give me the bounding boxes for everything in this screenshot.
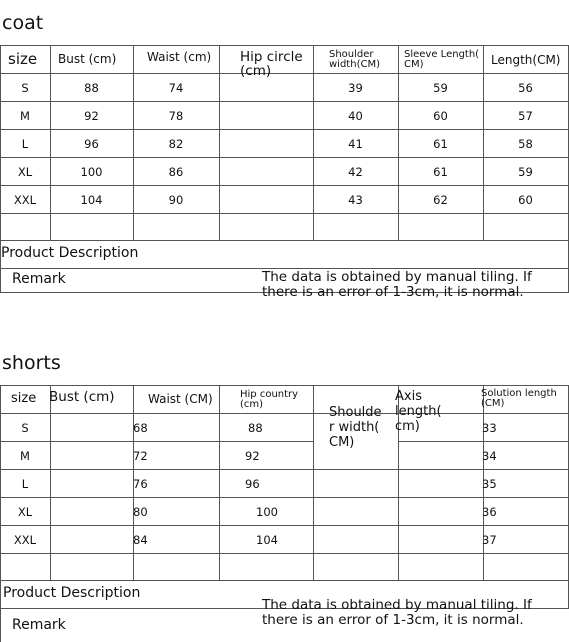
bust-cell: 88 [84,81,99,95]
shorts-header-hip: Hip country (cm) [240,389,299,410]
coat-remark-note: The data is obtained by manual tiling. If there is an error of 1-3cm, it is normal. [262,269,532,300]
coat-product-description: Product Description [1,245,139,261]
coat-header-sleeve: Sleeve Length( CM) [404,49,480,70]
solution-cell: 33 [482,421,497,435]
length-cell: 56 [518,81,533,95]
hip-cell: 88 [248,421,263,435]
length-cell: 58 [518,137,533,151]
length-cell: 57 [518,109,533,123]
waist-cell: 74 [168,81,184,95]
shoulder-cell: 42 [348,165,363,179]
shoulder-cell: 43 [348,193,363,207]
shorts-remark-note: The data is obtained by manual tiling. If there is an error of 1-3cm, it is normal. [262,597,532,628]
size-cell: XL [17,505,33,519]
shorts-product-description: Product Description [3,585,141,601]
size-cell: S [21,81,29,95]
sleeve-cell: 59 [433,81,448,95]
shorts-header-waist: Waist (CM) [148,392,213,406]
waist-cell: 80 [133,505,148,519]
hip-cell: 96 [245,477,260,491]
shorts-header-shoulder: Shoulde r width( CM) [329,405,382,450]
size-cell: XXL [13,193,37,207]
waist-cell: 82 [168,137,184,151]
coat-header-hip: Hip circle (cm) [240,49,303,79]
size-cell: XL [17,165,33,179]
length-cell: 60 [518,193,533,207]
solution-cell: 36 [482,505,497,519]
shorts-header-axis: Axis length( cm) [395,389,442,434]
waist-cell: 68 [133,421,148,435]
shoulder-cell: 40 [348,109,363,123]
solution-cell: 35 [482,477,497,491]
length-cell: 59 [518,165,533,179]
shoulder-cell: 41 [348,137,363,151]
waist-cell: 76 [133,477,148,491]
coat-header-waist: Waist (cm) [147,50,212,64]
sleeve-cell: 61 [433,137,448,151]
shorts-header-solution: Solution length (CM) [481,388,557,409]
coat-header-shoulder: Shoulder width(CM) [329,49,380,70]
coat-title: coat [2,12,44,34]
waist-cell: 78 [168,109,184,123]
hip-cell: 104 [256,533,278,547]
solution-cell: 34 [482,449,497,463]
coat-grid-line [0,240,569,241]
shorts-grid-line [0,580,569,581]
size-cell: M [20,109,30,123]
shorts-header-size: size [11,391,37,406]
bust-cell: 100 [80,165,103,179]
shoulder-cell: 39 [348,81,363,95]
size-cell: XXL [13,533,37,547]
waist-cell: 84 [133,533,148,547]
sleeve-cell: 60 [433,109,448,123]
shorts-grid-line [50,385,51,580]
size-cell: L [21,137,29,151]
coat-header-length: Length(CM) [491,53,561,67]
coat-grid-line [219,45,220,240]
shorts-grid-line [0,441,313,442]
hip-cell: 100 [256,505,278,519]
size-cell: L [21,477,29,491]
shorts-header-bust: Bust (cm) [49,389,115,405]
coat-header-bust: Bust (cm) [58,52,117,66]
shorts-title: shorts [2,352,61,374]
solution-cell: 37 [482,533,497,547]
size-cell: S [21,421,29,435]
shorts-remark-label: Remark [12,617,66,633]
size-cell: M [20,449,30,463]
waist-cell: 86 [168,165,184,179]
waist-cell: 90 [168,193,184,207]
shorts-grid-line [313,385,314,580]
waist-cell: 72 [133,449,148,463]
coat-header-size: size [8,50,38,68]
shorts-grid-line [219,385,220,580]
hip-cell: 92 [245,449,260,463]
sleeve-cell: 61 [433,165,448,179]
bust-cell: 104 [80,193,103,207]
sleeve-cell: 62 [433,193,448,207]
bust-cell: 92 [84,109,99,123]
coat-remark-label: Remark [12,271,66,287]
bust-cell: 96 [84,137,99,151]
